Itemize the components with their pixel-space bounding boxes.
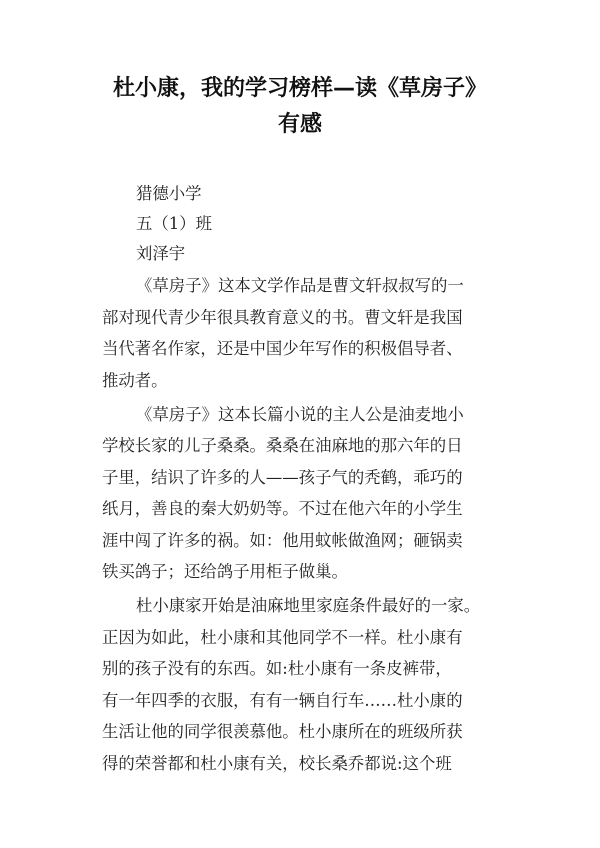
paragraph-2-line-2: 学校长家的儿子桑桑。桑桑在油麻地的那六年的日	[102, 436, 463, 455]
paragraph-2-line-3: 子里，结识了许多的人——孩子气的秃鹤，乖巧的	[102, 468, 463, 487]
paragraph-2-line-5: 涯中闯了许多的祸。如：他用蚊帐做渔网；砸锅卖	[102, 531, 463, 550]
paragraph-2-line-4: 纸月，善良的秦大奶奶等。不过在他六年的小学生	[102, 499, 463, 518]
paragraph-3-line-2: 正因为如此，杜小康和其他同学不一样。杜小康有	[102, 628, 463, 647]
paragraph-1-line-2: 部对现代青少年很具教育意义的书。曹文轩是我国	[102, 308, 463, 327]
paragraph-1-line-4: 推动者。	[102, 371, 168, 390]
paragraph-2-line-6: 铁买鸽子；还给鸽子用柜子做巢。	[102, 562, 348, 581]
document-title-line-1: 杜小康，我的学习榜样—读《草房子》	[112, 76, 487, 101]
paragraph-3-line-4: 有一年四季的衣服，有有一辆自行车……杜小康的	[102, 691, 463, 710]
class-name: 五（1）班	[136, 214, 212, 233]
paragraph-2-line-1: 《草房子》这本长篇小说的主人公是油麦地小	[136, 405, 464, 424]
paragraph-1-line-1: 《草房子》这本文学作品是曹文轩叔叔写的一	[136, 276, 464, 295]
school-name: 猎德小学	[136, 184, 202, 203]
paragraph-3-line-5: 生活让他的同学很羡慕他。杜小康所在的班级所获	[102, 722, 463, 741]
paragraph-3-line-3: 别的孩子没有的东西。如:杜小康有一条皮裤带，	[102, 659, 452, 678]
paragraph-3-line-6: 得的荣誉都和杜小康有关，校长桑乔都说:这个班	[102, 754, 452, 773]
paragraph-1-line-3: 当代著名作家，还是中国少年写作的积极倡导者、	[102, 339, 463, 358]
paragraph-3-line-1: 杜小康家开始是油麻地里家庭条件最好的一家。	[136, 596, 481, 615]
author-name: 刘泽宇	[136, 244, 186, 263]
document-title-line-2: 有感	[277, 112, 322, 137]
